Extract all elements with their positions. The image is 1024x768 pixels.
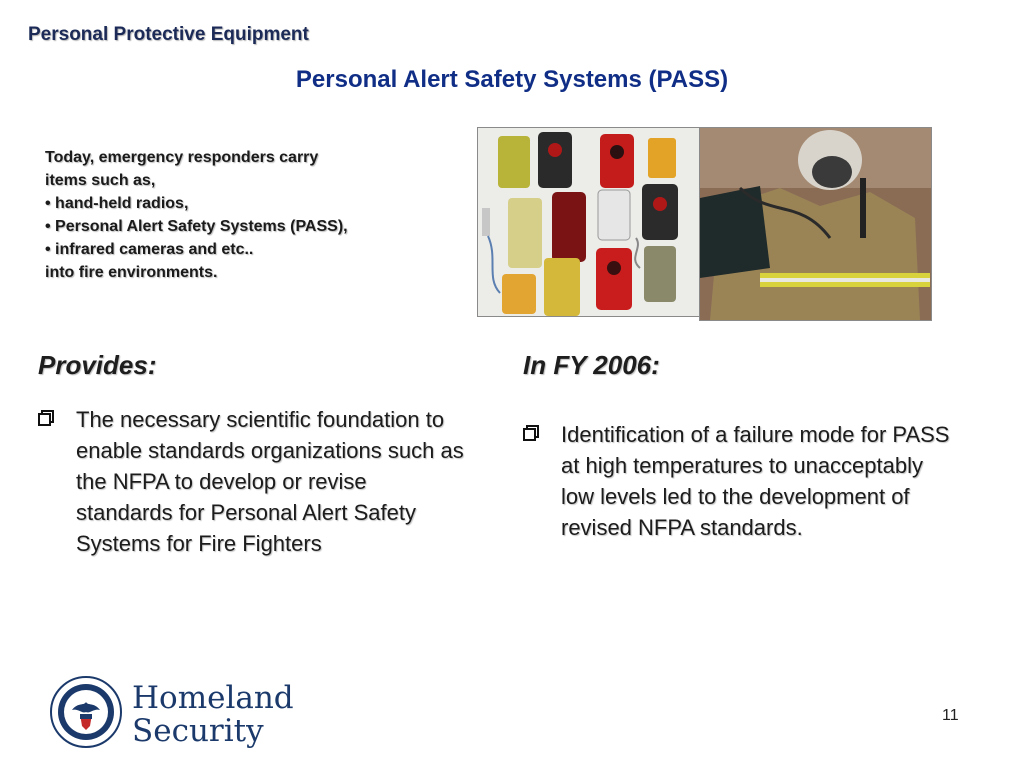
turnout-gear-illustration [700,128,931,320]
pass-devices-illustration [478,128,700,316]
intro-text-block [45,146,465,284]
section-header: Personal Protective Equipment [28,24,309,45]
dhs-wordmark-line1: Homeland [132,680,294,716]
provides-bullet-text: The necessary scientific foundation to enable standards organizations such as the NFPA to develop or revise standards for Personal Alert Safety Systems for Fire Fighters [76,407,464,556]
dhs-wordmark [132,682,294,748]
slide-title: Personal Alert Safety Systems (PASS) [295,66,729,93]
dhs-seal-logo [50,676,122,748]
page-number: 11 [942,707,959,724]
intro-line: • hand-held radios, [45,195,189,212]
intro-line: items such as, [45,172,156,189]
turnout-gear-photo [699,127,932,321]
fy2006-bullet-text: Identification of a failure mode for PASS at high temperatures to unacceptably low levels led to the development of revised NFPA standards. [561,422,950,540]
pass-devices-photo [477,127,701,317]
checkbox-bullet-icon [523,425,537,439]
dhs-seal-icon [50,676,122,748]
intro-line: • infrared cameras and etc.. [45,241,254,258]
intro-line: • Personal Alert Safety Systems (PASS), [45,218,348,235]
dhs-wordmark-line2: Security [132,713,264,749]
provides-bullet [38,404,468,559]
intro-line: into fire environments. [45,264,218,281]
provides-heading: Provides: [38,350,157,380]
fy2006-bullet [523,419,963,543]
intro-line: Today, emergency responders carry [45,149,319,166]
checkbox-bullet-icon [38,410,52,424]
fy2006-heading: In FY 2006: [523,350,660,380]
